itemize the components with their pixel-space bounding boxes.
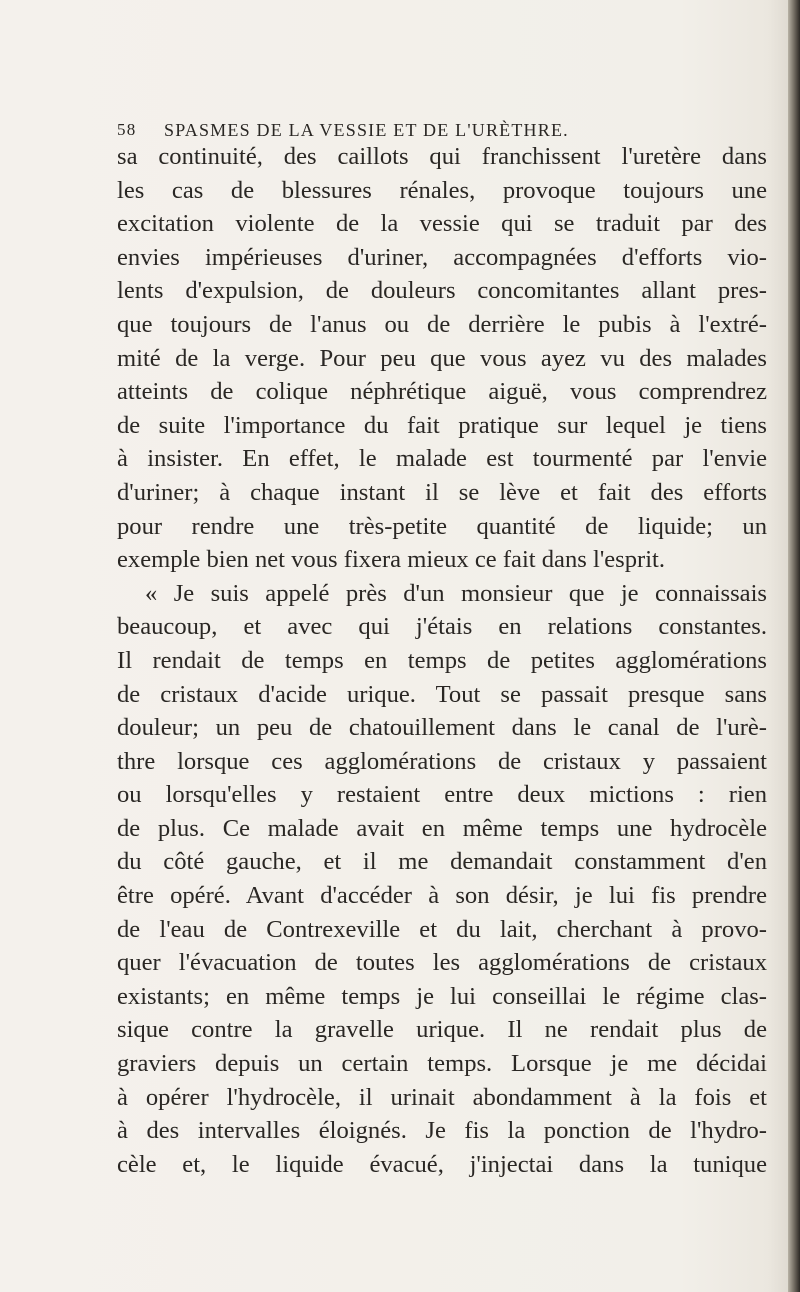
text-line: graviers depuis un certain temps. Lorsque je me décidai — [117, 1050, 767, 1078]
text-line: être opéré. Avant d'accéder à son désir, je lui fis prendre — [117, 882, 767, 910]
text-line: mité de la verge. Pour peu que vous ayez vu des malades — [117, 344, 767, 372]
text-line: quer l'évacuation de toutes les agglomérations de cristaux — [117, 949, 767, 977]
text-line: à opérer l'hydrocèle, il urinait abondamment à la fois et — [117, 1083, 767, 1111]
text-line: exemple bien net vous fixera mieux ce fait dans l'esprit. — [117, 546, 666, 574]
text-line: de suite l'importance du fait pratique sur lequel je tiens — [117, 411, 767, 439]
text-line: douleur; un peu de chatouillement dans le canal de l'urè- — [117, 714, 767, 742]
text-line: de cristaux d'acide urique. Tout se passait presque sans — [117, 680, 767, 708]
text-line: que toujours de l'anus ou de derrière le pubis à l'extré- — [117, 310, 767, 338]
text-line: les cas de blessures rénales, provoque toujours une — [117, 176, 767, 204]
text-line: pour rendre une très-petite quantité de liquide; un — [117, 512, 767, 540]
text-line: atteints de colique néphrétique aiguë, vous comprendrez — [117, 378, 767, 406]
text-line: thre lorsque ces agglomérations de cristaux y passaient — [117, 747, 767, 775]
text-line: sa continuité, des caillots qui franchissent l'uretère dans — [117, 143, 767, 170]
running-title: SPASMES DE LA VESSIE ET DE L'URÈTHRE. — [164, 120, 569, 140]
text-line: sique contre la gravelle urique. Il ne rendait plus de — [117, 1016, 767, 1044]
text-line: envies impérieuses d'uriner, accompagnées d'efforts vio- — [117, 243, 767, 271]
text-line: d'uriner; à chaque instant il se lève et fait des efforts — [117, 478, 767, 506]
text-line: excitation violente de la vessie qui se traduit par des — [117, 210, 767, 238]
text-line: du côté gauche, et il me demandait constamment d'en — [117, 848, 767, 876]
text-line: Il rendait de temps en temps de petites agglomérations — [117, 646, 767, 674]
text-line: cèle et, le liquide évacué, j'injectai dans la tunique — [117, 1150, 767, 1178]
page-number: 58 — [117, 120, 137, 139]
body-text — [117, 140, 767, 1181]
text-line: beaucoup, et avec qui j'étais en relations constantes. — [117, 613, 767, 641]
text-line: de plus. Ce malade avait en même temps une hydrocèle — [117, 814, 767, 842]
text-line: existants; en même temps je lui conseillai le régime clas- — [117, 982, 767, 1010]
text-line: de l'eau de Contrexeville et du lait, cherchant à provo- — [117, 915, 767, 943]
book-spine-edge — [788, 0, 800, 1292]
text-line: à des intervalles éloignés. Je fis la ponction de l'hydro- — [117, 1117, 767, 1145]
text-line: ou lorsqu'elles y restaient entre deux mictions : rien — [117, 781, 767, 809]
text-line: « Je suis appelé près d'un monsieur que je connaissais — [145, 579, 767, 607]
text-line: lents d'expulsion, de douleurs concomitantes allant pres- — [117, 277, 767, 305]
text-line: à insister. En effet, le malade est tourmenté par l'envie — [117, 445, 767, 473]
